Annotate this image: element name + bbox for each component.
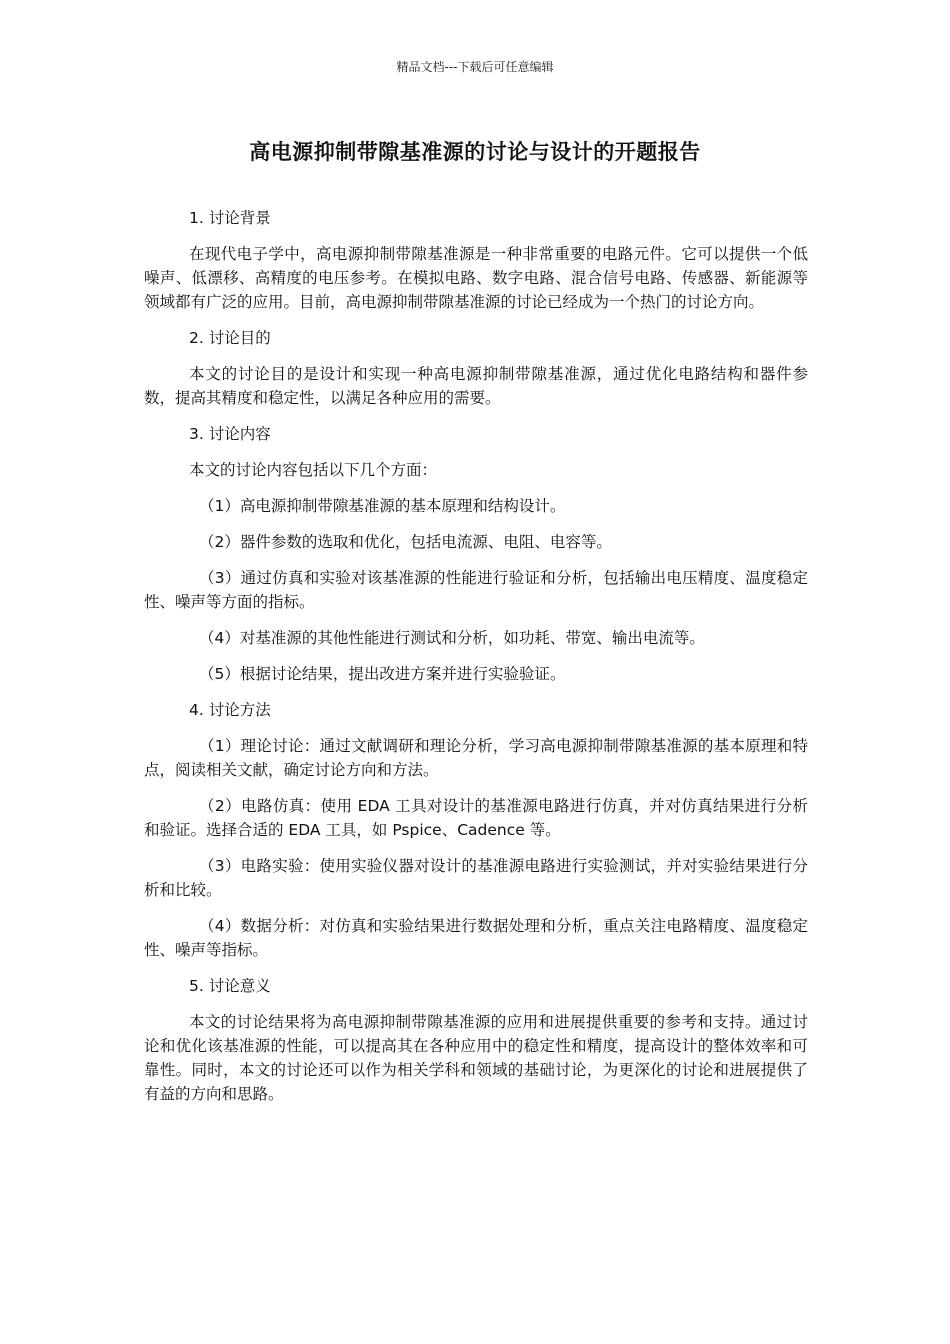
- section-heading-background: 1. 讨论背景: [189, 209, 271, 227]
- method-item: （3）电路实验：使用实验仪器对设计的基准源电路进行实验测试，并对实验结果进行分析和比较。: [144, 857, 808, 899]
- significance-paragraph: 本文的讨论结果将为高电源抑制带隙基准源的应用和进展提供重要的参考和支持。通过讨论和优化该基准源的性能，可以提高其在各种应用中的稳定性和精度，提高设计的整体效率和可靠性。同时，本文的讨论还可以作为相关学科和领域的基础讨论，为更深化的讨论和进展提供了有益的方向和思路。: [144, 1013, 808, 1103]
- method-item: （4）数据分析：对仿真和实验结果进行数据处理和分析，重点关注电路精度、温度稳定性、噪声等指标。: [144, 917, 808, 959]
- section-heading-purpose: 2. 讨论目的: [189, 329, 271, 347]
- background-paragraph: 在现代电子学中，高电源抑制带隙基准源是一种非常重要的电路元件。它可以提供一个低噪声、低漂移、高精度的电压参考。在模拟电路、数字电路、混合信号电路、传感器、新能源等领域都有广泛的应用。目前，高电源抑制带隙基准源的讨论已经成为一个热门的讨论方向。: [144, 245, 808, 311]
- content-item: （3）通过仿真和实验对该基准源的性能进行验证和分析，包括输出电压精度、温度稳定性、噪声等方面的指标。: [144, 569, 808, 611]
- section-heading-method: 4. 讨论方法: [189, 701, 271, 719]
- page-header-note: 精品文档---下载后可任意编辑: [396, 60, 554, 74]
- document-body: [144, 206, 808, 1118]
- purpose-paragraph: 本文的讨论目的是设计和实现一种高电源抑制带隙基准源，通过优化电路结构和器件参数，提高其精度和稳定性，以满足各种应用的需要。: [144, 365, 808, 407]
- content-item: （4）对基准源的其他性能进行测试和分析，如功耗、带宽、输出电流等。: [199, 629, 705, 647]
- document-title: 高电源抑制带隙基准源的讨论与设计的开题报告: [249, 140, 701, 164]
- method-item: （1）理论讨论：通过文献调研和理论分析，学习高电源抑制带隙基准源的基本原理和特点，阅读相关文献，确定讨论方向和方法。: [144, 737, 808, 779]
- section-heading-significance: 5. 讨论意义: [189, 977, 271, 995]
- content-item: （2）器件参数的选取和优化，包括电流源、电阻、电容等。: [199, 533, 612, 551]
- section-heading-content: 3. 讨论内容: [189, 425, 271, 443]
- method-item: （2）电路仿真：使用 EDA 工具对设计的基准源电路进行仿真，并对仿真结果进行分析和验证。选择合适的 EDA 工具，如 Pspice、Cadence 等。: [144, 797, 808, 839]
- content-item: （5）根据讨论结果，提出改进方案并进行实验验证。: [199, 665, 566, 683]
- content-item: （1）高电源抑制带隙基准源的基本原理和结构设计。: [199, 497, 566, 515]
- content-intro: 本文的讨论内容包括以下几个方面：: [189, 461, 438, 479]
